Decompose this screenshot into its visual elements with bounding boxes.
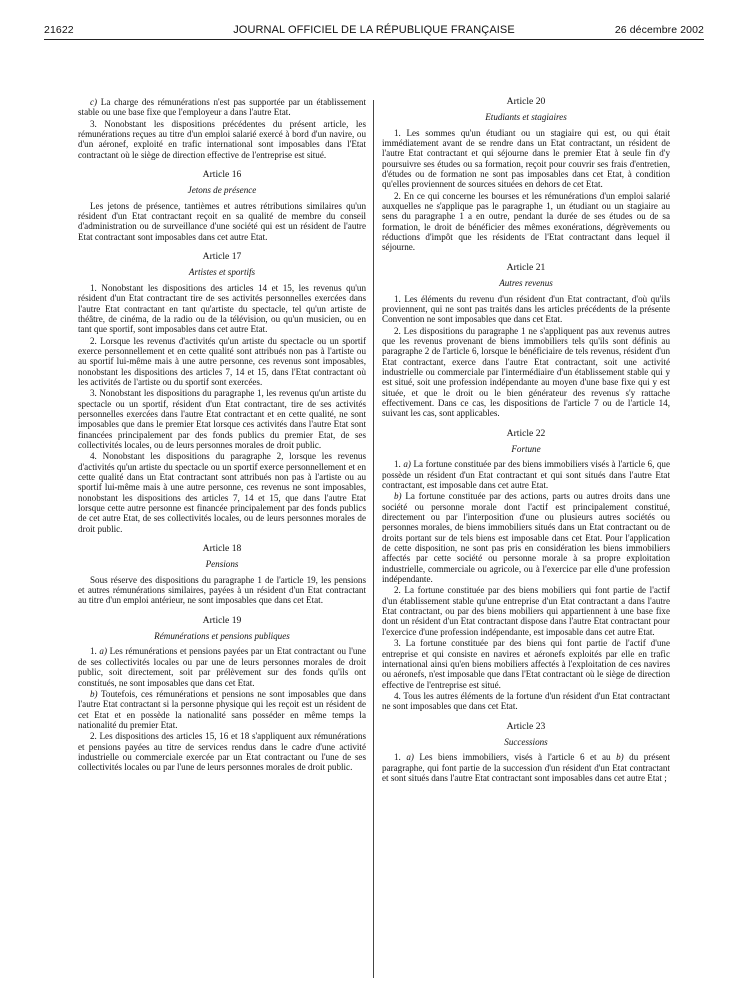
- paragraph: 1. Nonobstant les dispositions des articles 14 et 15, les revenus qu'un résident d'un Etat contractant tire de ses activités personnelles exercées dans l'autre Etat contractant en tant qu'artiste du spectacle, tel qu'un artiste de théâtre, de cinéma, de la radio ou de la télévision, ou qu'un musicien, ou en tant que sportif, sont imposables dans cet autre Etat.: [78, 282, 366, 335]
- paragraph: 3. Nonobstant les dispositions précédentes du présent article, les rémunérations reçues au titre d'un emploi salarié exercé à bord d'un navire, ou d'un aéronef, exploité en trafic international sont imposables dans l'Etat contractant où le siège de direction effective de l'entreprise est situé.: [78, 118, 366, 160]
- paragraph: 2. Les dispositions du paragraphe 1 ne s'appliquent pas aux revenus autres que les revenus provenant de biens immobiliers tels qu'ils sont définis au paragraphe 2 de l'article 6, lorsque le bénéficiaire de tels revenus, résident d'un Etat contractant, exerce dans l'autre Etat contractant, soit une activité industrielle ou commerciale par l'intermédiaire d'un établissement stable qui y est situé, soit une profession indépendante au moyen d'une base fixe qui y est située, et que le droit ou le bien générateur des revenus s'y rattache effectivement. Dans ce cas, les dispositions de l'article 7 ou de l'article 14, suivant les cas, sont applicables.: [382, 325, 670, 419]
- right-column: [382, 97, 670, 784]
- issue-date: 26 décembre 2002: [614, 24, 704, 36]
- page-header: [44, 24, 704, 40]
- article-17-heading: Article 17: [202, 251, 242, 263]
- paragraph: c) La charge des rémunérations n'est pas supportée par un établissement stable ou une base fixe que l'employeur a dans l'autre Etat.: [78, 97, 366, 118]
- page-number: 21622: [44, 24, 74, 36]
- paragraph: b) La fortune constituée par des actions, parts ou autres droits dans une société ou personne morale dont l'actif est principalement constitué, directement ou par l'interposition d'une ou plusieurs autres sociétés ou personnes morales, de biens immobiliers situés dans un Etat contractant ou de droits portant sur de tels biens est imposable dans cet Etat. Pour l'application de cette disposition, ne sont pas pris en considération les biens immobiliers affectés par cette société ou personne morale à sa propre exploitation industrielle, commerciale ou agricole, ou à l'exercice par elle d'une profession indépendante.: [382, 491, 670, 585]
- article-21-heading: Article 21: [506, 261, 546, 273]
- paragraph: 1. a) La fortune constituée par des biens immobiliers visés à l'article 6, que possède un résident d'un Etat contractant et qui sont situés dans l'autre Etat contractant, est imposable dans cet autre Etat.: [382, 459, 671, 490]
- paragraph: 2. Lorsque les revenus d'activités qu'un artiste du spectacle ou un sportif exerce personnellement et en cette qualité sont attribués non pas à l'artiste ou au sportif lui-même mais à une autre personne, ces revenus sont imposables, nonobstant les dispositions des articles 7, 14 et 15, dans l'Etat contractant où les activités de l'artiste ou du sportif sont exercées.: [78, 335, 366, 387]
- article-23-heading: Article 23: [506, 720, 546, 732]
- article-18-heading: Article 18: [202, 543, 242, 555]
- article-19-subtitle: Rémunérations et pensions publiques: [154, 631, 290, 642]
- article-20-subtitle: Etudiants et stagiaires: [485, 112, 567, 123]
- article-19-heading: Article 19: [202, 614, 242, 626]
- article-23-subtitle: Successions: [504, 736, 548, 747]
- journal-title: JOURNAL OFFICIEL DE LA RÉPUBLIQUE FRANÇAISE: [233, 24, 515, 36]
- paragraph: 2. En ce qui concerne les bourses et les rémunérations d'un emploi salarié auxquelles ne s'applique pas le paragraphe 1, un étudiant ou un stagiaire au sens du paragraphe 1 a en outre, pendant la durée de ses études ou de sa formation, le droit de bénéficier des mêmes exonérations, dégrèvements ou réductions d'impôt que les résidents de l'Etat contractant dans lequel il séjourne.: [382, 190, 670, 253]
- header-rule: [44, 39, 704, 40]
- paragraph: Sous réserve des dispositions du paragraphe 1 de l'article 19, les pensions et autres rémunérations similaires, payées à un résident d'un Etat contractant au titre d'un emploi antérieur, ne sont imposables que dans cet Etat.: [78, 574, 366, 606]
- article-18-subtitle: Pensions: [205, 559, 239, 570]
- article-22-subtitle: Fortune: [511, 443, 541, 454]
- left-column: [78, 97, 366, 774]
- article-20-heading: Article 20: [506, 96, 546, 107]
- paragraph: b) Toutefois, ces rémunérations et pensions ne sont imposables que dans l'autre Etat contractant si la personne physique qui les reçoit est un résident de cet Etat et en possède la nationalité sans posséder en même temps la nationalité du premier Etat.: [78, 688, 366, 730]
- paragraph: 4. Tous les autres éléments de la fortune d'un résident d'un Etat contractant ne sont imposables que dans cet Etat.: [382, 690, 670, 712]
- paragraph: 1. Les sommes qu'un étudiant ou un stagiaire qui est, ou qui était immédiatement avant de se rendre dans un Etat contractant, un résident de l'autre Etat contractant et qui séjourne dans le premier Etat à seule fin d'y poursuivre ses études ou sa formation, reçoit pour couvrir ses frais d'entretien, d'études ou de formation ne sont pas imposables dans cet Etat, à condition qu'elles proviennent de sources situées en dehors de cet Etat.: [382, 127, 670, 190]
- paragraph: 4. Nonobstant les dispositions du paragraphe 2, lorsque les revenus d'activités qu'un artiste du spectacle ou un sportif exerce personnellement et en cette qualité dans un Etat contractant sont attribués non pas à l'artiste ou au sportif lui-même mais à une autre personne, ces revenus ne sont imposables, nonobstant les dispositions des articles 7, 14 et 15, que dans l'autre Etat lorsque cette autre personne est financée principalement par des fonds publics de cet autre Etat, de ses collectivités locales, ou de leurs personnes morales de droit public.: [78, 451, 366, 534]
- paragraph: Les jetons de présence, tantièmes et autres rétributions similaires qu'un résident d'un Etat contractant reçoit en sa qualité de membre du conseil d'administration ou de surveillance d'une société qui est un résident de l'autre Etat contractant sont imposables dans cet autre Etat.: [78, 200, 366, 242]
- paragraph: 2. Les dispositions des articles 15, 16 et 18 s'appliquent aux rémunérations et pensions payées au titre de services rendus dans le cadre d'une activité industrielle ou commerciale exercée par un Etat contractant ou l'une de ses collectivités locales ou par l'une de leurs personnes morales de droit public.: [78, 731, 366, 773]
- column-divider: [373, 100, 374, 978]
- paragraph: 3. La fortune constituée par des biens qui font partie de l'actif d'une entreprise et qui consiste en navires et aéronefs exploités par elle en trafic international ainsi qu'en biens mobiliers affectés à l'exploitation de ces navires ou aéronefs, n'est imposable que dans l'Etat contractant où le siège de direction effective de l'entreprise est situé.: [382, 638, 670, 690]
- paragraph: 3. Nonobstant les dispositions du paragraphe 1, les revenus qu'un artiste du spectacle ou un sportif, résident d'un Etat contractant, tire de ses activités personnelles exercées dans l'autre Etat contractant et en cette qualité, ne sont imposables que dans le premier Etat lorsque ces activités dans l'autre Etat sont financées principalement par des fonds publics du premier Etat, de ses collectivités locales, ou de leurs personnes morales de droit public.: [78, 388, 366, 450]
- paragraph: 1. a) Les rémunérations et pensions payées par un Etat contractant ou l'une de ses collectivités locales ou par une de leurs personnes morales de droit public, soit directement, soit par prélèvement sur des fonds qu'ils ont constitués, ne sont imposables que dans cet Etat.: [78, 646, 367, 688]
- article-21-subtitle: Autres revenus: [499, 278, 553, 289]
- paragraph: 2. La fortune constituée par des biens mobiliers qui font partie de l'actif d'un établissement stable qu'une entreprise d'un Etat contractant a dans l'autre Etat contractant, ou par des biens mobiliers qui appartiennent à une base fixe dont un résident d'un Etat contractant dispose dans l'autre Etat contractant pour l'exercice d'une profession indépendante, est imposable dans cet autre Etat.: [382, 585, 670, 637]
- paragraph: 1. a) Les biens immobiliers, visés à l'article 6 et au b) du présent paragraphe, qui font partie de la succession d'un résident d'un Etat contractant et sont situés dans l'autre Etat contractant sont imposables dans cet autre Etat ;: [382, 752, 670, 783]
- article-17-subtitle: Artistes et sportifs: [188, 267, 256, 278]
- paragraph: 1. Les éléments du revenu d'un résident d'un Etat contractant, d'où qu'ils proviennent, qui ne sont pas traités dans les articles précédents de la présente Convention ne sont imposables que dans cet Etat.: [382, 293, 670, 325]
- article-16-heading: Article 16: [202, 169, 242, 181]
- article-22-heading: Article 22: [506, 427, 546, 439]
- article-16-subtitle: Jetons de présence: [187, 185, 257, 196]
